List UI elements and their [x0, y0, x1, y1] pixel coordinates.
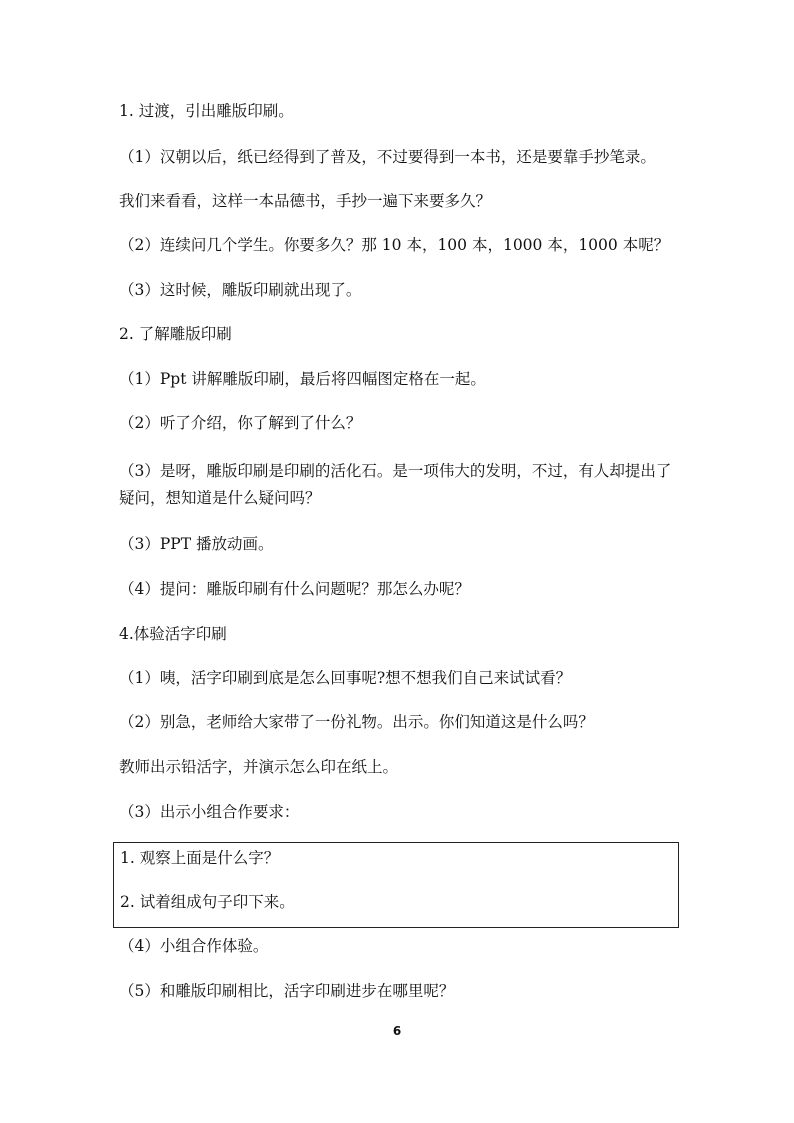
paragraph-ask-students: （2）连续问几个学生。你要多久？那 10 本，100 本，1000 本，1000 本呢？ [119, 236, 670, 254]
paragraph-group-requirements: （3）出示小组合作要求： [119, 803, 300, 821]
step-heading-transition: 1. 过渡，引出雕版印刷。 [119, 102, 294, 120]
step-heading-movable-type: 4.体验活字印刷 [119, 625, 227, 643]
page-number: 6 [392, 1024, 402, 1038]
paragraph-hand-copy-question: 我们来看看，这样一本品德书，手抄一遍下来要多久？ [119, 192, 492, 210]
paragraph-gift: （2）别急，老师给大家带了一份礼物。出示。你们知道这是什么吗？ [119, 713, 594, 731]
paragraph-ppt-explain: （1）Ppt 讲解雕版印刷，最后将四幅图定格在一起。 [119, 370, 486, 388]
requirements-box [113, 842, 679, 928]
paragraph-engraving-appears: （3）这时候，雕版印刷就出现了。 [119, 281, 362, 299]
requirement-item-2: 2. 试着组成句子印下来。 [120, 893, 295, 911]
paragraph-ppt-animation: （3）PPT 播放动画。 [119, 535, 274, 553]
paragraph-living-fossil: （3）是呀，雕版印刷是印刷的活化石。是一项伟大的发明，不过，有人却提出了疑问，想知道是什么疑问吗？ [119, 462, 672, 507]
paragraph-compare-progress: （5）和雕版印刷相比，活字印刷进步在哪里呢？ [119, 982, 455, 1000]
paragraph-han-dynasty: （1）汉朝以后，纸已经得到了普及，不过要得到一本书，还是要靠手抄笔录。 [119, 148, 656, 166]
paragraph-what-learned: （2）听了介绍，你了解到了什么？ [119, 414, 362, 432]
paragraph-try-ourselves: （1）咦，活字印刷到底是怎么回事呢?想不想我们自己来试试看？ [119, 669, 572, 687]
step-heading-learn-engraving: 2. 了解雕版印刷 [119, 325, 232, 343]
paragraph-ask-problem: （4）提问：雕版印刷有什么问题呢？那怎么办呢？ [119, 580, 470, 598]
requirement-item-1: 1. 观察上面是什么字？ [120, 849, 280, 867]
paragraph-teacher-demo: 教师出示铅活字，并演示怎么印在纸上。 [119, 758, 399, 776]
paragraph-group-experience: （4）小组合作体验。 [119, 937, 269, 955]
